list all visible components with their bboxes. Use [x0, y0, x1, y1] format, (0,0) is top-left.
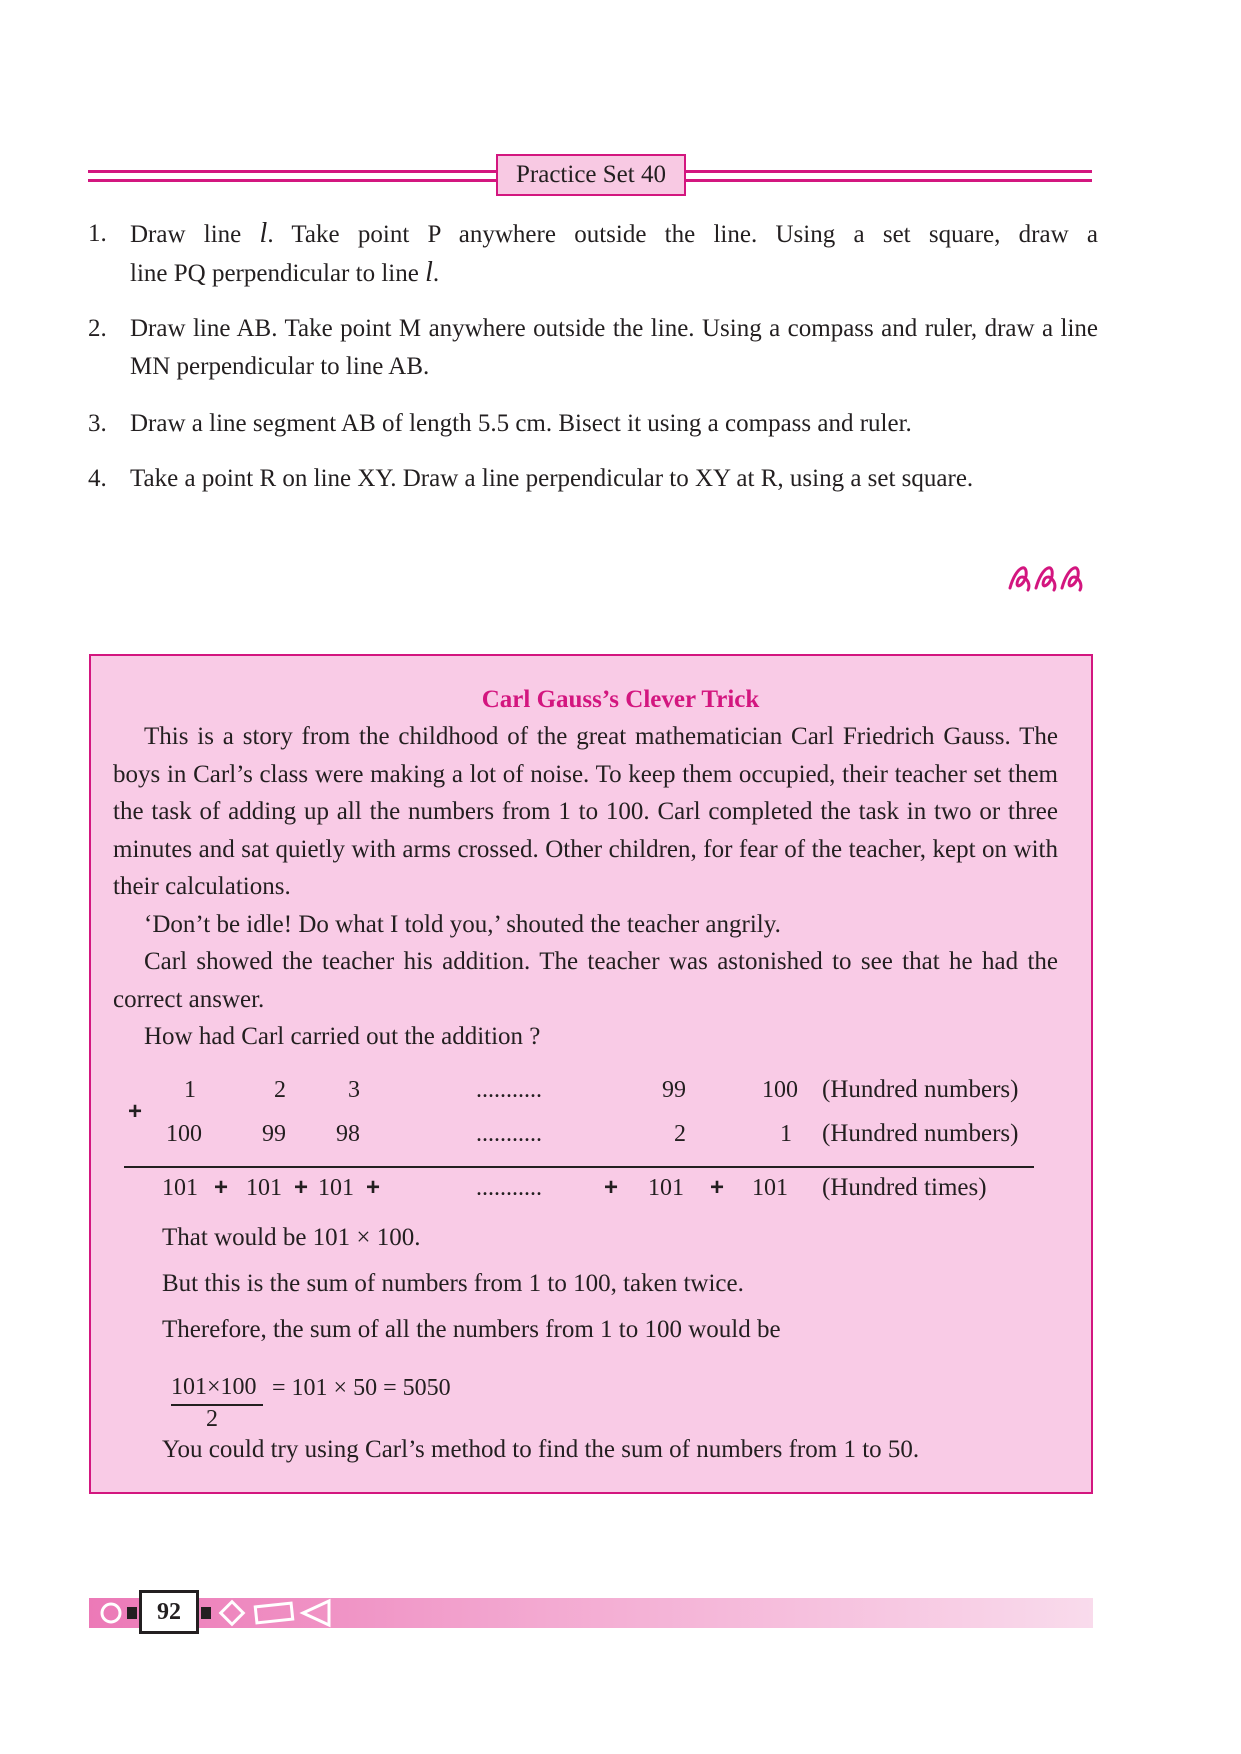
sum-cell: ........... [476, 1175, 542, 1201]
addition-note: (Hundred times) [822, 1174, 987, 1201]
question-text: Take a point R on line XY. Draw a line perpendicular to XY at R, using a set square. [130, 465, 974, 492]
plus-sign: + [214, 1174, 229, 1201]
question-text: Draw line AB. Take point M anywhere outside the line. Using a compass and ruler, draw a line MN perpendicular to line AB. [130, 315, 1098, 380]
addition-cell: 100 [762, 1077, 798, 1103]
sum-cell: 101 [648, 1175, 684, 1201]
header-rule-left [88, 170, 496, 182]
question-2 [88, 310, 1098, 390]
paragraph: This is a story from the childhood of the great mathematician Carl Friedrich Gauss. The boys in Carl’s class were making a lot of noise. To keep them occupied, their teacher set them the task of adding up all the numbers from 1 to 100. Carl completed the task in two or three minutes and sat quietly with arms crossed. Other children, for fear of the teacher, kept on with their calculations. [113, 723, 1058, 900]
sum-cell: 101 [752, 1175, 788, 1201]
question-1 [88, 215, 1098, 295]
question-number: 4. [88, 465, 107, 492]
footer-shapes-icon [89, 1594, 349, 1632]
question-number: 1. [88, 220, 107, 247]
line-symbol: l [425, 257, 433, 288]
addition-note: (Hundred numbers) [822, 1076, 1019, 1103]
page-number: 92 [139, 1590, 199, 1634]
story-text [113, 718, 1058, 1056]
practice-set-title: Practice Set 40 [496, 154, 686, 196]
explanation-line: But this is the sum of numbers from 1 to 100, taken twice. [162, 1270, 744, 1297]
paragraph: ‘Don’t be idle! Do what I told you,’ shouted the teacher angrily. [144, 910, 781, 938]
plus-sign: + [366, 1174, 381, 1201]
plus-sign: + [710, 1174, 725, 1201]
addition-cell: ........... [476, 1121, 542, 1147]
addition-cell: 3 [348, 1077, 360, 1103]
addition-cell: 2 [674, 1121, 686, 1147]
explanation-line: That would be 101 × 100. [162, 1224, 421, 1251]
question-number: 3. [88, 410, 107, 437]
addition-cell: 99 [262, 1121, 286, 1147]
addition-cell: ........... [476, 1077, 542, 1103]
question-3 [88, 405, 1098, 445]
result-line: = 101 × 50 = 5050 [272, 1375, 451, 1401]
fraction-numerator: 101×100 [171, 1374, 257, 1400]
addition-cell: 99 [662, 1077, 686, 1103]
box-title: Carl Gauss’s Clever Trick [481, 686, 760, 713]
explanation-line: You could try using Carl’s method to find the sum of numbers from 1 to 50. [162, 1436, 920, 1463]
sum-cell: 101 [318, 1175, 354, 1201]
explanation-line: Therefore, the sum of all the numbers from 1 to 100 would be [162, 1316, 781, 1343]
plus-sign: + [604, 1174, 619, 1201]
addition-note: (Hundred numbers) [822, 1120, 1019, 1147]
line-symbol: l [259, 218, 268, 249]
plus-sign: + [128, 1098, 143, 1125]
addition-cell: 100 [166, 1121, 202, 1147]
header-rule-right [686, 170, 1092, 182]
flourish-ornament-icon [1006, 556, 1092, 596]
paragraph: Carl showed the teacher his addition. The teacher was astonished to see that he had the correct answer. [113, 948, 1058, 1013]
fraction-denominator: 2 [206, 1406, 218, 1432]
sum-cell: 101 [246, 1175, 282, 1201]
addition-cell: 2 [274, 1077, 286, 1103]
question-4 [88, 460, 1098, 500]
plus-sign: + [294, 1174, 309, 1201]
addition-cell: 1 [780, 1121, 792, 1147]
sum-cell: 101 [162, 1175, 198, 1201]
question-text: Draw line l. Take point P anywhere outside the line. Using a set square, draw a line PQ perpendicular to line l. [130, 218, 1098, 288]
question-number: 2. [88, 315, 107, 342]
addition-rule [124, 1166, 1034, 1168]
addition-cell: 98 [336, 1121, 360, 1147]
question-text: Draw a line segment AB of length 5.5 cm. Bisect it using a compass and ruler. [130, 410, 912, 437]
addition-cell: 1 [184, 1077, 196, 1103]
paragraph: How had Carl carried out the addition ? [144, 1023, 541, 1050]
